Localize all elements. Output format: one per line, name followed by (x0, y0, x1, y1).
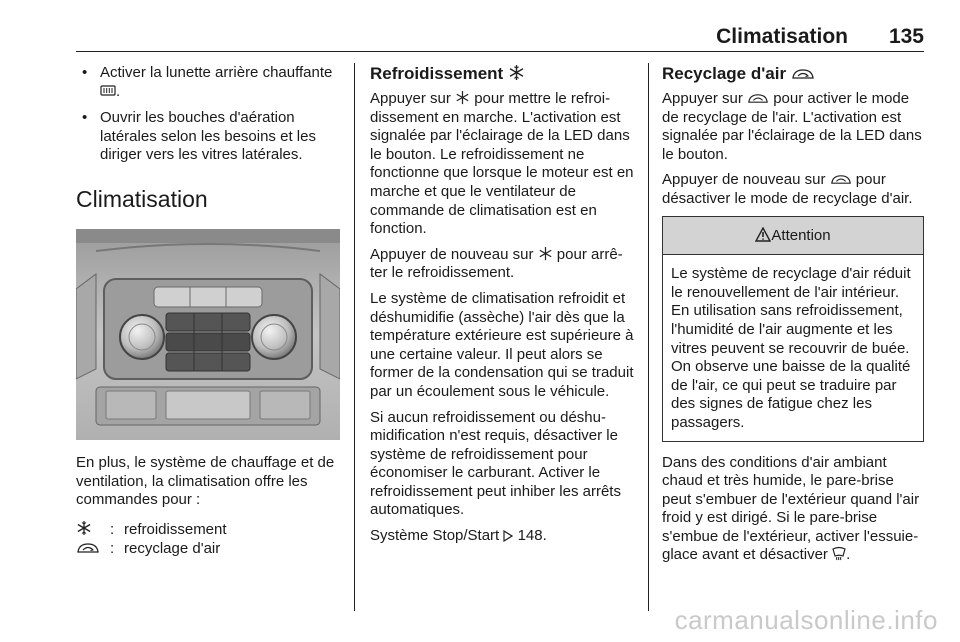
bullet-dot: • (82, 64, 88, 81)
warning-triangle-icon (755, 227, 771, 242)
legend-row (76, 539, 342, 558)
middle-column (370, 64, 634, 553)
paragraph: Le système de climatisation refroidit et déshumidifie (assèche) l'air dès que la température extérieure est supérieure à une certaine valeur. Il peut alors se former de la condensation qui se traduit par un écoulement sous le véhicule. (370, 289, 634, 400)
paragraph: Appuyer de nouveau sur pour arrêter le refroidissement. (370, 245, 623, 282)
triangle-reference-icon (503, 530, 513, 542)
warning-box (662, 216, 924, 442)
paragraph: Appuyer de nouveau sur pour désactiver le mode de recyclage d'air. (662, 171, 913, 207)
air-recirculation-icon (76, 541, 100, 555)
legend-label: refroidissement (124, 520, 227, 538)
snowflake-icon (508, 64, 525, 81)
cross-reference[interactable]: Système Stop/Start 148. (370, 527, 547, 545)
bullet-text: Activer la lunette arrière chauffante (100, 64, 333, 81)
right-column (662, 64, 924, 572)
air-recirculation-icon (791, 67, 815, 81)
snowflake-icon (76, 520, 92, 536)
section-heading: Climatisation (76, 185, 208, 212)
climate-control-panel-illustration (76, 229, 340, 440)
bullet-text: Ouvrir les bouches d'aération latérales selon les besoins et les diriger vers les vitres latérales. (100, 109, 316, 164)
section-heading: Refroidissement (370, 64, 634, 84)
section-heading: Recyclage d'air (662, 64, 924, 84)
bullet-dot: • (82, 109, 88, 127)
legend-label: recyclage d'air (124, 539, 221, 557)
bullet-item: • Activer la lunette arrière chauffante . (82, 64, 333, 100)
bullet-item (76, 109, 342, 165)
warning-header: Attention (663, 217, 923, 256)
air-recirculation-icon (830, 173, 852, 186)
intro-paragraph: En plus, le système de chauffage et de ventilation, la climatisation offre les commandes pour : (76, 453, 335, 509)
snowflake-icon (455, 90, 470, 105)
header-rule (76, 51, 924, 52)
paragraph: Si aucun refroidissement ou déshumidification n'est requis, désactiver le système de refroidissement pour économiser le carburant. Activer le refroidissement peut inhiber les arrêts automatiques. (370, 408, 621, 519)
paragraph: Dans des conditions d'air ambiant chaud et très humide, le pare-brise peut s'embuer de l'extérieur quand l'air froid y est dirigé. Si le pare-brise s'embue de l'extérieur, activer l'essuie-glace avant et désactiver . (662, 453, 920, 564)
watermark: carmanualsonline.info (674, 605, 938, 635)
legend-row (76, 520, 342, 539)
rear-window-heating-icon (100, 84, 116, 98)
air-recirculation-icon (747, 92, 769, 105)
windscreen-defrost-icon (832, 546, 846, 561)
paragraph: Appuyer sur pour activer le mode de recyclage de l'air. L'activation est signalée par l'éclairage de la LED dans le bouton. (662, 90, 922, 163)
left-column (76, 64, 342, 558)
paragraph: Appuyer sur pour mettre le refroidissement en marche. L'activation est signalée par l'éclairage de la LED dans le bouton. Le refroidissement ne fonctionne que lorsque le moteur est en marche et que le ventilateur de commande de climatisation est en fonction. (370, 90, 634, 238)
snowflake-icon (538, 246, 553, 261)
column-divider-left (354, 63, 355, 611)
page-title: Climatisation (716, 25, 848, 48)
warning-body: Le système de recyclage d'air réduit le renouvellement de l'air intérieur. En utilisation sans refroidissement, l'humidité de l'air augmente et les vitres peuvent se recouvrir de buée. On observe une baisse de la qualité de l'air, ce qui peut se traduire par des signes de fatigue chez les passagers. (671, 265, 911, 431)
legend-separator: : (110, 539, 115, 557)
page-number: 135 (888, 25, 924, 48)
column-divider-right (648, 63, 649, 611)
legend-separator: : (110, 520, 115, 538)
